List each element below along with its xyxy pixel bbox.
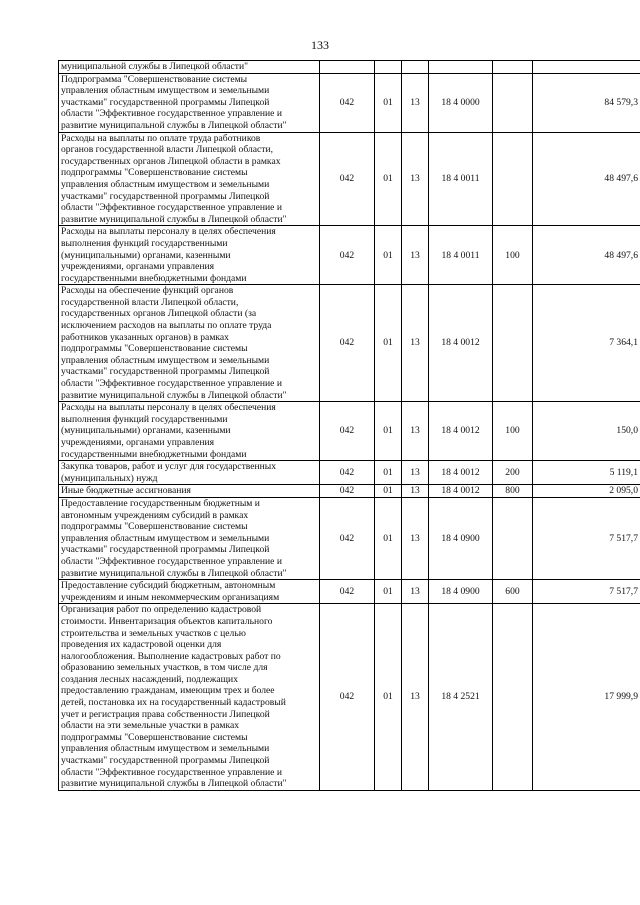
admin-code: 042	[320, 285, 375, 402]
amount: 48 497,6	[533, 226, 640, 285]
target-article-code: 18 4 0900	[429, 580, 493, 604]
table-row	[59, 73, 640, 132]
amount: 17 999,9	[533, 604, 640, 791]
admin-code: 042	[320, 132, 375, 226]
subsection-code: 13	[402, 73, 429, 132]
section-code: 01	[375, 497, 402, 579]
row-name: Расходы на выплаты по оплате труда работников органов государственной власти Липецкой области, государственных органов Липецкой области в рамках подпрограммы "Совершенствование системы управления областным имуществом и земельными участками" государственной программы Липецкой области "Эффективное государственное управление и развитие муниципальной службы в Липецкой области"	[59, 132, 320, 226]
admin-code: 042	[320, 73, 375, 132]
amount: 5 119,1	[533, 461, 640, 485]
expense-type-code: 600	[493, 580, 533, 604]
expense-type-code	[493, 132, 533, 226]
section-code: 01	[375, 73, 402, 132]
row-name: Предоставление субсидий бюджетным, автономным учреждениям и иным некоммерческим организациям	[59, 580, 320, 604]
admin-code	[320, 61, 375, 74]
row-name: Организация работ по определению кадастровой стоимости. Инвентаризация объектов капитального строительства и земельных участков с целью проведения их кадастровой оценки для налогообложения. Выполнение кадастровых работ по образованию земельных участков, в том числе для создания лесных насаждений, подлежащих предоставлению гражданам, имеющим трех и более детей, постановка их на государственный кадастровый учет и регистрация права собственности Липецкой области на эти земельные участки в рамках подпрограммы "Совершенствование системы управления областным имуществом и земельными участками" государственной программы Липецкой области "Эффективное государственное управление и развитие муниципальной службы в Липецкой области"	[59, 604, 320, 791]
table-row	[59, 580, 640, 604]
table-row	[59, 485, 640, 498]
table-row	[59, 604, 640, 791]
section-code: 01	[375, 580, 402, 604]
page-number: 133	[311, 38, 329, 52]
amount	[533, 61, 640, 74]
section-code	[375, 61, 402, 74]
target-article-code: 18 4 0012	[429, 485, 493, 498]
table-row	[59, 402, 640, 461]
target-article-code: 18 4 0011	[429, 226, 493, 285]
expense-type-code	[493, 73, 533, 132]
row-name: Расходы на обеспечение функций органов государственной власти Липецкой области, государственных органов Липецкой области (за исключением расходов на выплаты по оплате труда работников указанных органов) в рамках подпрограммы "Совершенствование системы управления областным имуществом и земельными участками" государственной программы Липецкой области "Эффективное государственное управление и развитие муниципальной службы в Липецкой области"	[59, 285, 320, 402]
table-row	[59, 461, 640, 485]
target-article-code: 18 4 0000	[429, 73, 493, 132]
expense-type-code: 100	[493, 226, 533, 285]
subsection-code: 13	[402, 461, 429, 485]
expense-type-code	[493, 61, 533, 74]
expense-type-code: 200	[493, 461, 533, 485]
expense-type-code	[493, 497, 533, 579]
amount: 84 579,3	[533, 73, 640, 132]
subsection-code: 13	[402, 604, 429, 791]
amount: 150,0	[533, 402, 640, 461]
subsection-code: 13	[402, 285, 429, 402]
subsection-code: 13	[402, 485, 429, 498]
target-article-code: 18 4 0012	[429, 402, 493, 461]
table-row	[59, 497, 640, 579]
row-name: Иные бюджетные ассигнования	[59, 485, 320, 498]
expense-type-code	[493, 285, 533, 402]
row-name: Закупка товаров, работ и услуг для государственных (муниципальных) нужд	[59, 461, 320, 485]
table-row	[59, 132, 640, 226]
admin-code: 042	[320, 226, 375, 285]
row-name: Предоставление государственным бюджетным и автономным учреждениям субсидий в рамках подпрограммы "Совершенствование системы управления областным имуществом и земельными участками" государственной программы Липецкой области "Эффективное государственное управление и развитие муниципальной службы в Липецкой области"	[59, 497, 320, 579]
admin-code: 042	[320, 497, 375, 579]
table-row	[59, 226, 640, 285]
section-code: 01	[375, 402, 402, 461]
target-article-code: 18 4 0900	[429, 497, 493, 579]
section-code: 01	[375, 485, 402, 498]
amount: 7 364,1	[533, 285, 640, 402]
budget-table	[58, 60, 640, 791]
subsection-code: 13	[402, 226, 429, 285]
row-name: Подпрограмма "Совершенствование системы управления областным имуществом и земельными участками" государственной программы Липецкой области "Эффективное государственное управление и развитие муниципальной службы в Липецкой области"	[59, 73, 320, 132]
amount: 7 517,7	[533, 497, 640, 579]
subsection-code: 13	[402, 497, 429, 579]
table-row	[59, 285, 640, 402]
target-article-code: 18 4 0012	[429, 461, 493, 485]
section-code: 01	[375, 461, 402, 485]
admin-code: 042	[320, 402, 375, 461]
target-article-code	[429, 61, 493, 74]
section-code: 01	[375, 604, 402, 791]
amount: 7 517,7	[533, 580, 640, 604]
subsection-code: 13	[402, 580, 429, 604]
amount: 48 497,6	[533, 132, 640, 226]
admin-code: 042	[320, 604, 375, 791]
section-code: 01	[375, 226, 402, 285]
subsection-code: 13	[402, 402, 429, 461]
admin-code: 042	[320, 580, 375, 604]
section-code: 01	[375, 132, 402, 226]
target-article-code: 18 4 2521	[429, 604, 493, 791]
admin-code: 042	[320, 461, 375, 485]
subsection-code: 13	[402, 132, 429, 226]
table-row	[59, 61, 640, 74]
row-name: Расходы на выплаты персоналу в целях обеспечения выполнения функций государственными (муниципальными) органами, казенными учреждениями, органами управления государственными внебюджетными фондами	[59, 226, 320, 285]
subsection-code	[402, 61, 429, 74]
row-name: Расходы на выплаты персоналу в целях обеспечения выполнения функций государственными (муниципальными) органами, казенными учреждениями, органами управления государственными внебюджетными фондами	[59, 402, 320, 461]
expense-type-code: 800	[493, 485, 533, 498]
admin-code: 042	[320, 485, 375, 498]
expense-type-code: 100	[493, 402, 533, 461]
target-article-code: 18 4 0011	[429, 132, 493, 226]
target-article-code: 18 4 0012	[429, 285, 493, 402]
section-code: 01	[375, 285, 402, 402]
expense-type-code	[493, 604, 533, 791]
amount: 2 095,0	[533, 485, 640, 498]
row-name: муниципальной службы в Липецкой области"	[59, 61, 320, 74]
